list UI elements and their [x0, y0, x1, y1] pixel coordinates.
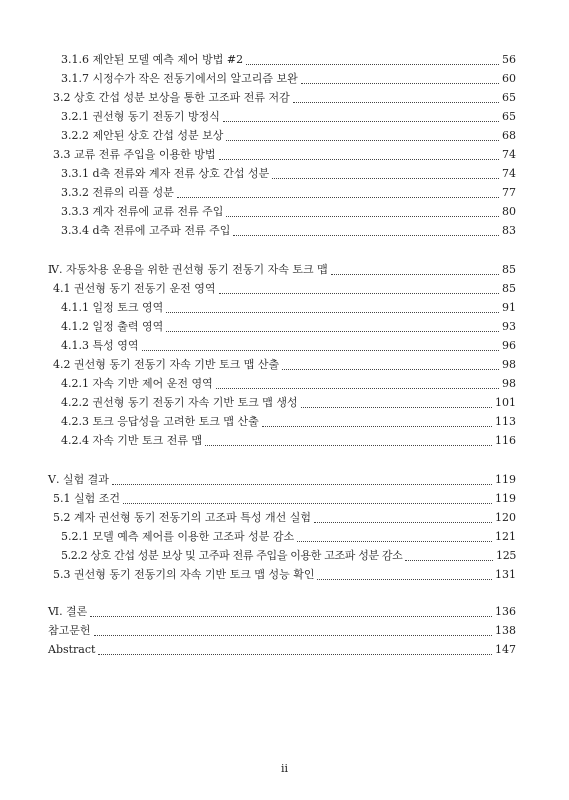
toc-entry[interactable] — [61, 202, 516, 221]
toc-entry[interactable] — [61, 393, 516, 412]
toc-entry-title: 4.2.1 자속 기반 제어 운전 영역 — [61, 377, 213, 390]
toc-entry-title: 3.3.4 d축 전류에 고주파 전류 주입 — [61, 224, 231, 237]
toc-entry-page: 85 — [502, 282, 516, 295]
page-number: ii — [280, 762, 289, 775]
toc-entry-page: 131 — [495, 568, 516, 581]
toc-entry-page: 125 — [496, 549, 516, 562]
toc-leader — [98, 654, 492, 655]
toc-entry-page: 136 — [495, 605, 516, 618]
toc-entry-title: 3.3.3 계자 전류에 교류 전류 주입 — [61, 205, 224, 218]
toc-entry-page: 80 — [502, 205, 516, 218]
toc-entry-page: 91 — [502, 301, 516, 314]
toc-leader — [166, 312, 499, 313]
toc-entry-page: 96 — [502, 339, 516, 352]
toc-entry-title: 4.1.2 일정 출력 영역 — [61, 320, 164, 333]
toc-entry[interactable] — [61, 69, 516, 88]
toc-leader — [282, 369, 499, 370]
toc-entry-page: 74 — [502, 148, 516, 161]
toc-entry-title: 3.2.2 제안된 상호 간섭 성분 보상 — [61, 129, 224, 142]
toc-leader — [90, 616, 492, 617]
toc-entry-page: 93 — [502, 320, 516, 333]
toc-entry-page: 121 — [495, 530, 516, 543]
toc-entry-page: 83 — [502, 224, 516, 237]
toc-entry[interactable] — [61, 431, 516, 450]
toc-leader — [166, 331, 499, 332]
toc-leader — [112, 484, 492, 485]
toc-entry-page: 65 — [502, 91, 516, 104]
toc-entry-title: 3.3.2 전류의 리플 성분 — [61, 186, 174, 199]
toc-leader — [317, 579, 492, 580]
toc-entry-page: 74 — [502, 167, 516, 180]
toc-entry-page: 85 — [502, 263, 516, 276]
toc-entry[interactable] — [61, 126, 516, 145]
toc-leader — [301, 407, 492, 408]
toc-entry[interactable] — [61, 412, 516, 431]
toc-entry[interactable] — [53, 565, 516, 584]
toc-leader — [246, 64, 499, 65]
toc-entry[interactable] — [53, 88, 516, 107]
toc-leader — [226, 216, 499, 217]
toc-entry[interactable] — [48, 640, 516, 659]
toc-entry-title: Ⅵ. 결론 — [48, 605, 88, 618]
toc-leader — [226, 140, 499, 141]
toc-entry-title: 4.2.4 자속 기반 토크 전류 맵 — [61, 434, 203, 447]
toc-entry[interactable] — [53, 355, 516, 374]
toc-entry-title: 4.2.2 권선형 동기 전동기 자속 기반 토크 맵 생성 — [61, 396, 298, 409]
toc-entry[interactable] — [53, 508, 516, 527]
toc-entry[interactable] — [61, 546, 516, 565]
toc-entry-page: 119 — [495, 492, 516, 505]
toc-entry-title: Ⅳ. 자동차용 운용을 위한 권선형 동기 전동기 자속 토크 맵 — [48, 263, 328, 276]
toc-entry-title: 4.1.3 특성 영역 — [61, 339, 139, 352]
toc-entry-title: 3.3 교류 전류 주입을 이용한 방법 — [53, 148, 216, 161]
toc-entry-title: Abstract — [48, 643, 96, 656]
toc-entry[interactable] — [61, 50, 516, 69]
toc-entry-title: 참고문헌 — [48, 624, 91, 637]
toc-entry-page: 65 — [502, 110, 516, 123]
toc-entry-title: 5.2.1 모델 예측 제어를 이용한 고조파 성분 감소 — [61, 530, 295, 543]
toc-leader — [123, 503, 492, 504]
toc-leader — [223, 121, 499, 122]
toc-leader — [272, 178, 499, 179]
toc-entry[interactable] — [48, 621, 516, 640]
toc-entry-page: 101 — [495, 396, 516, 409]
toc-entry-title: 5.2 계자 권선형 동기 전동기의 고조파 특성 개선 실험 — [53, 511, 311, 524]
toc-leader — [293, 102, 499, 103]
toc-entry[interactable] — [53, 279, 516, 298]
toc-entry-title: 5.1 실험 조건 — [53, 492, 120, 505]
toc-entry[interactable] — [61, 298, 516, 317]
toc-entry[interactable] — [61, 164, 516, 183]
toc-entry-page: 56 — [502, 53, 516, 66]
toc-entry[interactable] — [61, 183, 516, 202]
toc-entry-page: 138 — [495, 624, 516, 637]
toc-entry[interactable] — [53, 145, 516, 164]
toc-entry-title: 3.3.1 d축 전류와 계자 전류 상호 간섭 성분 — [61, 167, 270, 180]
toc-entry-page: 113 — [495, 415, 516, 428]
toc-entry-page: 98 — [502, 358, 516, 371]
toc-leader — [301, 83, 499, 84]
toc-leader — [205, 445, 492, 446]
toc-leader — [177, 197, 499, 198]
toc-leader — [94, 635, 492, 636]
toc-entry[interactable] — [61, 107, 516, 126]
toc-leader — [314, 522, 492, 523]
toc-entry-title: 3.1.6 제안된 모델 예측 제어 방법 #2 — [61, 53, 244, 66]
toc-entry[interactable] — [61, 374, 516, 393]
toc-entry-page: 98 — [502, 377, 516, 390]
toc-entry-title: 3.2 상호 간섭 성분 보상을 통한 고조파 전류 저감 — [53, 91, 290, 104]
toc-entry-page: 120 — [495, 511, 516, 524]
toc-chapter-entry[interactable] — [48, 260, 516, 279]
toc-entry-page: 77 — [502, 186, 516, 199]
toc-entry-title: 3.1.7 시정수가 작은 전동기에서의 알고리즘 보완 — [61, 72, 298, 85]
toc-entry-page: 119 — [495, 473, 516, 486]
toc-chapter-entry[interactable] — [48, 470, 516, 489]
toc-entry-title: 4.2.3 토크 응답성을 고려한 토크 맵 산출 — [61, 415, 259, 428]
toc-leader — [331, 274, 499, 275]
toc-leader — [233, 235, 499, 236]
toc-entry[interactable] — [61, 221, 516, 240]
toc-entry-title: 4.1.1 일정 토크 영역 — [61, 301, 164, 314]
toc-entry-page: 60 — [502, 72, 516, 85]
toc-leader — [262, 426, 492, 427]
toc-entry[interactable] — [61, 527, 516, 546]
toc-chapter-entry[interactable] — [48, 602, 516, 621]
toc-entry-page: 68 — [502, 129, 516, 142]
toc-leader — [216, 388, 499, 389]
toc-leader — [297, 541, 492, 542]
toc-leader — [219, 159, 500, 160]
toc-entry[interactable] — [53, 489, 516, 508]
toc-entry-title: 4.1 권선형 동기 전동기 운전 영역 — [53, 282, 216, 295]
toc-entry-title: 3.2.1 권선형 동기 전동기 방정식 — [61, 110, 220, 123]
toc-leader — [142, 350, 500, 351]
toc-leader — [219, 293, 500, 294]
toc-entry-title: Ⅴ. 실험 결과 — [48, 473, 109, 486]
toc-entry[interactable] — [61, 336, 516, 355]
toc-entry-title: 5.3 권선형 동기 전동기의 자속 기반 토크 맵 성능 확인 — [53, 568, 315, 581]
toc-entry-title: 5.2.2 상호 간섭 성분 보상 및 고주파 전류 주입을 이용한 고조파 성분 감소 — [61, 549, 403, 562]
toc-leader — [405, 560, 493, 561]
toc-entry-page: 116 — [495, 434, 516, 447]
toc-entry[interactable] — [61, 317, 516, 336]
toc-entry-page: 147 — [495, 643, 516, 656]
toc-entry-title: 4.2 권선형 동기 전동기 자속 기반 토크 맵 산출 — [53, 358, 280, 371]
